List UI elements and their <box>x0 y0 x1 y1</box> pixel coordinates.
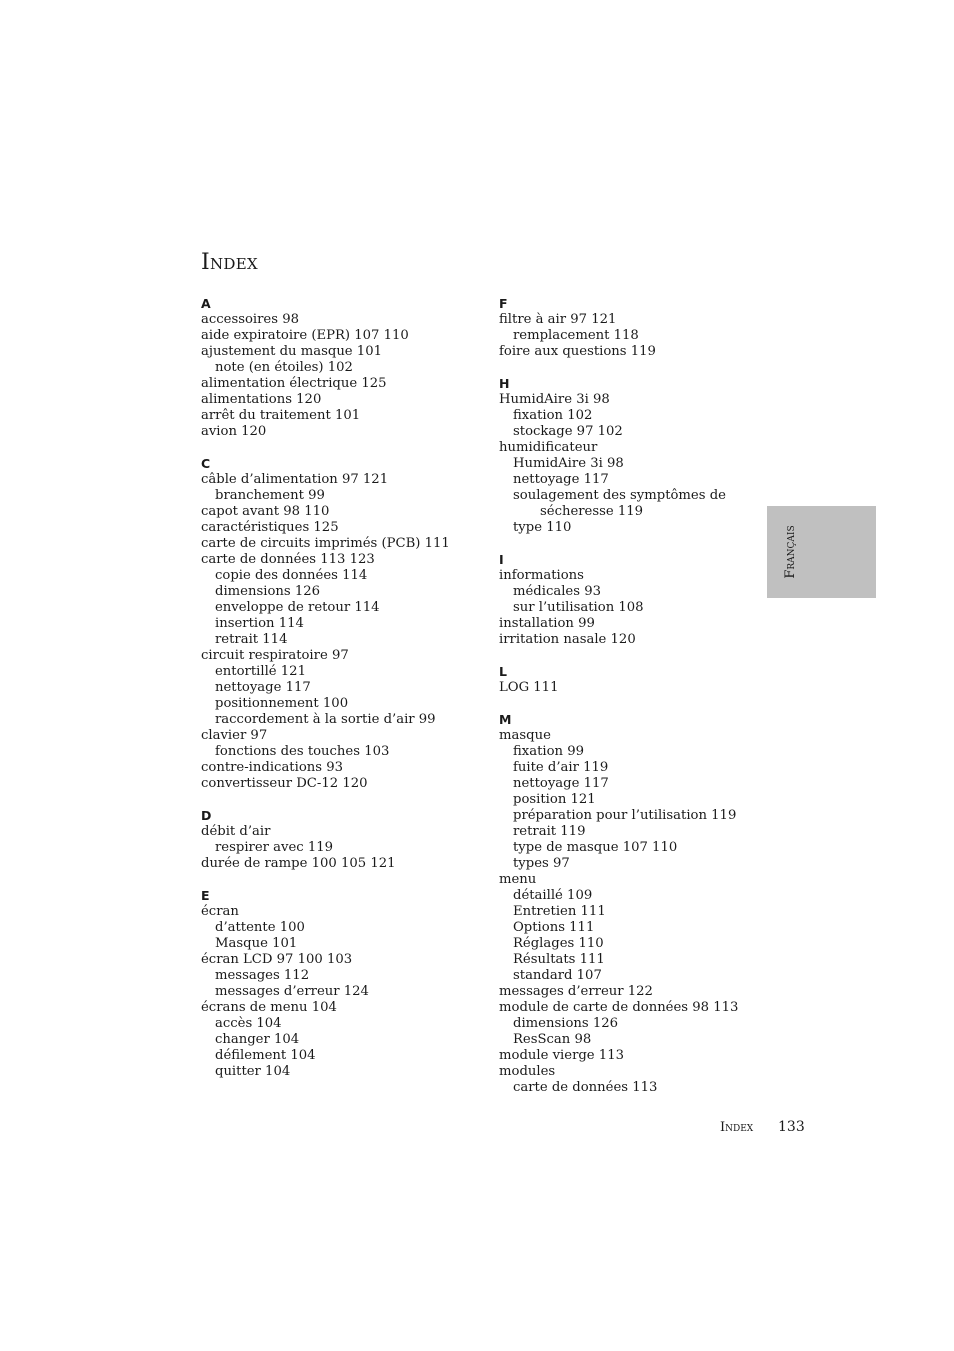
index-subentry: branchement 99 <box>215 488 325 503</box>
index-subentry: sécheresse 119 <box>540 504 644 519</box>
index-entry: installation 99 <box>499 616 595 631</box>
index-entry: aide expiratoire (EPR) 107 110 <box>201 328 409 343</box>
index-subentry: copie des données 114 <box>215 568 368 583</box>
index-subentry: fuite d’air 119 <box>513 760 609 775</box>
index-subentry: fonctions des touches 103 <box>215 744 390 759</box>
index-entry: filtre à air 97 121 <box>499 312 617 327</box>
section-letter: D <box>201 808 212 823</box>
index-entry: écran <box>201 904 239 919</box>
index-entry: accessoires 98 <box>201 312 299 327</box>
index-entry: informations <box>499 568 584 583</box>
index-subentry: nettoyage 117 <box>513 776 609 791</box>
index-entry: circuit respiratoire 97 <box>201 648 349 663</box>
index-entry: LOG 111 <box>499 680 559 695</box>
index-section <box>499 296 769 360</box>
index-subentry: Options 111 <box>513 920 595 935</box>
section-letter: F <box>499 296 508 311</box>
index-subentry: nettoyage 117 <box>215 680 311 695</box>
index-entry: avion 120 <box>201 424 267 439</box>
index-entry: capot avant 98 110 <box>201 504 330 519</box>
index-subentry: fixation 99 <box>513 744 585 759</box>
index-subentry: fixation 102 <box>513 408 593 423</box>
index-entry: carte de données 113 123 <box>201 552 375 567</box>
index-subentry: quitter 104 <box>215 1064 291 1079</box>
index-subentry: types 97 <box>513 856 570 871</box>
side-tab-label: Français <box>783 525 798 579</box>
index-section <box>499 376 769 536</box>
index-entry: messages d’erreur 122 <box>499 984 653 999</box>
index-subentry: stockage 97 102 <box>513 424 623 439</box>
index-entry: écrans de menu 104 <box>201 1000 337 1015</box>
language-side-tab <box>767 506 876 598</box>
section-letter: E <box>201 888 210 903</box>
index-entry: HumidAire 3i 98 <box>499 392 610 407</box>
index-subentry: entortillé 121 <box>215 664 306 679</box>
index-subentry: enveloppe de retour 114 <box>215 600 380 615</box>
index-entry: module de carte de données 98 113 <box>499 1000 739 1015</box>
index-subentry: changer 104 <box>215 1032 300 1047</box>
index-entry: débit d’air <box>201 824 271 839</box>
index-entry: irritation nasale 120 <box>499 632 636 647</box>
index-subentry: respirer avec 119 <box>215 840 334 855</box>
page-title: Index <box>201 250 258 275</box>
index-subentry: Entretien 111 <box>513 904 606 919</box>
index-subentry: remplacement 118 <box>513 328 639 343</box>
index-subentry: standard 107 <box>513 968 602 983</box>
index-subentry: insertion 114 <box>215 616 304 631</box>
index-subentry: médicales 93 <box>513 584 601 599</box>
page-number: 133 <box>778 1119 805 1135</box>
index-subentry: Masque 101 <box>215 936 298 951</box>
index-subentry: détaillé 109 <box>513 888 593 903</box>
index-subentry: messages 112 <box>215 968 310 983</box>
index-section <box>201 456 471 792</box>
section-letter: I <box>499 552 504 567</box>
index-entry: alimentations 120 <box>201 392 322 407</box>
index-subentry: soulagement des symptômes de <box>513 488 726 503</box>
index-entry: écran LCD 97 100 103 <box>201 952 353 967</box>
section-letter: C <box>201 456 211 471</box>
index-subentry: retrait 119 <box>513 824 586 839</box>
index-entry: caractéristiques 125 <box>201 520 339 535</box>
index-subentry: type de masque 107 110 <box>513 840 678 855</box>
index-subentry: dimensions 126 <box>215 584 321 599</box>
index-column-right <box>499 296 769 1112</box>
index-section <box>499 664 769 696</box>
index-subentry: HumidAire 3i 98 <box>513 456 624 471</box>
index-subentry: accès 104 <box>215 1016 282 1031</box>
footer-section-label: Index <box>720 1120 754 1135</box>
index-entry: câble d’alimentation 97 121 <box>201 472 389 487</box>
index-column-left <box>201 296 471 1096</box>
index-subentry: ResScan 98 <box>513 1032 592 1047</box>
section-letter: M <box>499 712 512 727</box>
index-entry: module vierge 113 <box>499 1048 624 1063</box>
index-entry: humidificateur <box>499 440 598 455</box>
index-entry: alimentation électrique 125 <box>201 376 387 391</box>
index-section <box>499 552 769 648</box>
index-section <box>201 888 471 1080</box>
index-subentry: note (en étoiles) 102 <box>215 360 353 375</box>
index-subentry: retrait 114 <box>215 632 288 647</box>
index-entry: durée de rampe 100 105 121 <box>201 856 396 871</box>
section-letter: A <box>201 296 211 311</box>
index-subentry: type 110 <box>513 520 572 535</box>
index-entry: modules <box>499 1064 556 1079</box>
index-section <box>499 712 769 1096</box>
index-section <box>201 296 471 440</box>
index-subentry: défilement 104 <box>215 1048 316 1063</box>
index-subentry: sur l’utilisation 108 <box>513 600 644 615</box>
index-subentry: d’attente 100 <box>215 920 305 935</box>
index-subentry: positionnement 100 <box>215 696 349 711</box>
index-entry: convertisseur DC-12 120 <box>201 776 368 791</box>
index-section <box>201 808 471 872</box>
index-subentry: préparation pour l’utilisation 119 <box>513 808 737 823</box>
index-entry: contre-indications 93 <box>201 760 343 775</box>
index-entry: foire aux questions 119 <box>499 344 656 359</box>
index-subentry: Résultats 111 <box>513 952 605 967</box>
index-entry: arrêt du traitement 101 <box>201 408 361 423</box>
index-entry: carte de circuits imprimés (PCB) 111 <box>201 536 450 551</box>
index-entry: clavier 97 <box>201 728 268 743</box>
section-letter: L <box>499 664 507 679</box>
index-subentry: raccordement à la sortie d’air 99 <box>215 712 436 727</box>
index-subentry: Réglages 110 <box>513 936 604 951</box>
index-subentry: messages d’erreur 124 <box>215 984 369 999</box>
index-entry: menu <box>499 872 537 887</box>
index-entry: masque <box>499 728 551 743</box>
index-subentry: position 121 <box>513 792 596 807</box>
index-subentry: nettoyage 117 <box>513 472 609 487</box>
index-subentry: dimensions 126 <box>513 1016 619 1031</box>
index-subentry: carte de données 113 <box>513 1080 658 1095</box>
index-entry: ajustement du masque 101 <box>201 344 382 359</box>
section-letter: H <box>499 376 510 391</box>
